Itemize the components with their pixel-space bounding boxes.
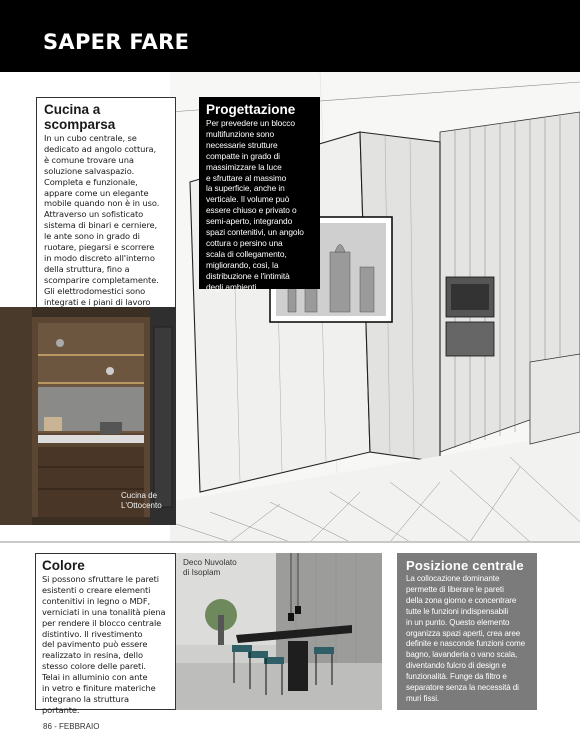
colore-line: stesso colore delle pareti.: [42, 661, 146, 672]
kitchen-caption: [121, 491, 162, 511]
colore-line: esistenti o creare elementi: [42, 584, 151, 595]
section-divider: [0, 541, 580, 543]
colore-line: contenitivi in legno o MDF,: [42, 595, 151, 606]
progettazione-box: [199, 97, 320, 292]
dining-caption-line: di Isoplam: [183, 568, 221, 577]
colore-line: verniciati in una tonalità piena: [42, 606, 166, 617]
progettazione-line: verticale. Il volume può: [206, 194, 290, 205]
posizione-line: La collocazione dominante: [406, 574, 500, 583]
colore-line: Telai in alluminio con ante: [42, 672, 148, 683]
colore-line: portante.: [42, 704, 80, 715]
progettazione-line: semi-aperto, integrando: [206, 216, 293, 227]
progettazione-title: Progettazione: [206, 102, 296, 117]
progettazione-line: Per prevedere un blocco: [206, 118, 295, 128]
cucina-line: soluzione salvaspazio.: [44, 165, 135, 176]
colore-line: del pavimento può essere: [42, 639, 148, 650]
colore-line: realizzato in resina, dello: [42, 650, 143, 661]
posizione-title: Posizione centrale: [406, 558, 524, 573]
colore-line: integrano la struttura: [42, 693, 129, 704]
posizione-line: in un punto. Questo elemento: [406, 617, 510, 627]
progettazione-line: distribuzione e l'intimità: [206, 270, 290, 281]
posizione-line: bagno, lavanderia o vano scala,: [406, 650, 518, 660]
posizione-line: della zona giorno e concentrare: [406, 595, 517, 605]
cucina-line: è comune trovare una: [44, 154, 134, 165]
colore-line: in vetro e finiture materiche: [42, 683, 156, 694]
cucina-box: [36, 97, 176, 308]
cucina-line: Completa e funzionale,: [44, 176, 138, 187]
progettazione-line: massimizzare la luce: [206, 161, 282, 172]
cucina-line: ruotare, piegarsi e scorrere: [44, 242, 155, 253]
posizione-line: tutte le funzioni indispensabili: [406, 606, 509, 616]
posizione-line: funzionalità. Funge da filtro e: [406, 672, 507, 682]
progettazione-line: cottura o persino una: [206, 237, 283, 248]
colore-line: per rendere il blocco centrale: [42, 617, 162, 628]
progettazione-line: degli ambienti.: [206, 281, 259, 292]
cucina-title: Cucina a scomparsa: [44, 102, 116, 132]
section-title: SAPER FARE: [43, 30, 190, 54]
cucina-line: In un cubo centrale, se: [44, 133, 137, 143]
progettazione-line: spazi contenitivi, un angolo: [206, 227, 304, 238]
cucina-text: [44, 133, 169, 329]
progettazione-line: e sfruttare al massimo: [206, 172, 287, 183]
cucina-line: sistema di binari e cerniere,: [44, 220, 158, 231]
colore-title: Colore: [42, 558, 85, 573]
cucina-line: mobile quando non è in uso.: [44, 198, 160, 209]
kitchen-caption-line: L'Ottocento: [121, 501, 162, 510]
cucina-line: appare come un elegante: [44, 187, 149, 198]
posizione-line: permette di liberare le pareti: [406, 584, 504, 594]
progettazione-line: scala di collegamento,: [206, 248, 287, 259]
header-bar: [0, 0, 580, 72]
progettazione-line: multifunzione sono: [206, 128, 275, 139]
posizione-line: organizza spazi aperti, crea aree: [406, 628, 521, 638]
posizione-text: [406, 574, 530, 705]
colore-text: [42, 574, 169, 716]
cucina-line: dedicato ad angolo cottura,: [44, 143, 157, 154]
dining-caption: [183, 558, 237, 578]
progettazione-line: necessarie strutture: [206, 139, 278, 150]
colore-line: Si possono sfruttare le pareti: [42, 574, 160, 584]
cucina-line: integrati e i piani di lavoro: [44, 296, 151, 307]
kitchen-caption-line: Cucina de: [121, 491, 158, 500]
progettazione-line: migliorando, così, la: [206, 259, 279, 270]
cucina-line: in modo discreto all'interno: [44, 252, 155, 263]
colore-box: [35, 553, 176, 715]
cucina-line: della struttura, fino a: [44, 263, 130, 274]
posizione-box: [397, 553, 537, 710]
progettazione-line: compatte in grado di: [206, 150, 280, 161]
progettazione-line: essere chiuso e privato o: [206, 205, 297, 216]
cucina-line: scomparire completamente.: [44, 274, 159, 285]
cucina-line: le ante sono in grado di: [44, 231, 140, 242]
posizione-line: separatore senza la necessità di: [406, 683, 519, 693]
cucina-line: Gli elettrodomestici sono: [44, 285, 146, 296]
progettazione-text: [206, 118, 314, 293]
page-footer: 86 - FEBBRAIO: [43, 722, 100, 731]
dining-caption-line: Deco Nuvolato: [183, 558, 237, 567]
posizione-line: diventando fulcro di design e: [406, 661, 507, 671]
posizione-line: muri fissi.: [406, 693, 440, 703]
posizione-line: definite e nasconde funzioni come: [406, 639, 526, 649]
colore-line: distintivo. Il rivestimento: [42, 628, 143, 639]
cucina-line: Attraverso un sofisticato: [44, 209, 144, 220]
progettazione-line: la superficie, anche in: [206, 183, 285, 194]
